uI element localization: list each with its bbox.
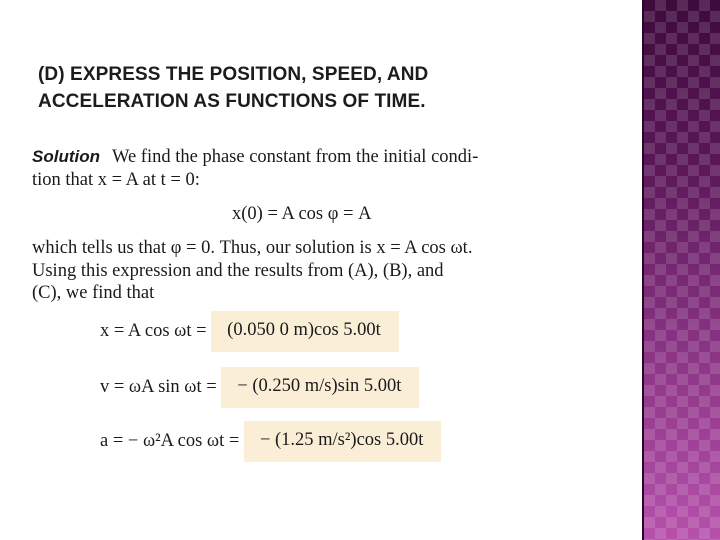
solution-text-1: We find the phase constant from the initial condi-: [111, 147, 479, 167]
solution-label: Solution: [32, 147, 100, 166]
solution-text-3: which tells us that φ = 0. Thus, our solution is x = A cos ωt.: [32, 238, 473, 258]
heading-line-2: ACCELERATION AS FUNCTIONS OF TIME.: [38, 91, 426, 112]
phase-constant-equation: x(0) = A cos φ = A: [232, 204, 372, 224]
solution-paragraph-2: [32, 237, 622, 305]
velocity-equation: [100, 367, 419, 408]
acceleration-equation-result: − (1.25 m/s²)cos 5.00t: [244, 421, 441, 462]
decorative-sidebar: [642, 0, 720, 540]
position-equation-lhs: x = A cos ωt =: [100, 321, 207, 341]
solution-text-4: Using this expression and the results from (A), (B), and: [32, 260, 444, 281]
heading-line-1: (D) EXPRESS THE POSITION, SPEED, AND: [38, 64, 429, 85]
slide-heading: [38, 61, 428, 115]
position-equation: [100, 311, 399, 352]
solution-text-2: tion that x = A at t = 0:: [32, 169, 200, 190]
position-equation-result: (0.050 0 m)cos 5.00t: [211, 311, 399, 352]
acceleration-equation: [100, 421, 441, 462]
velocity-equation-lhs: v = ωA sin ωt =: [100, 377, 217, 397]
velocity-equation-result: − (0.250 m/s)sin 5.00t: [221, 367, 419, 408]
acceleration-equation-lhs: a = − ω²A cos ωt =: [100, 431, 240, 451]
solution-text-5: (C), we find that: [32, 283, 155, 303]
solution-paragraph-1: [32, 146, 622, 191]
